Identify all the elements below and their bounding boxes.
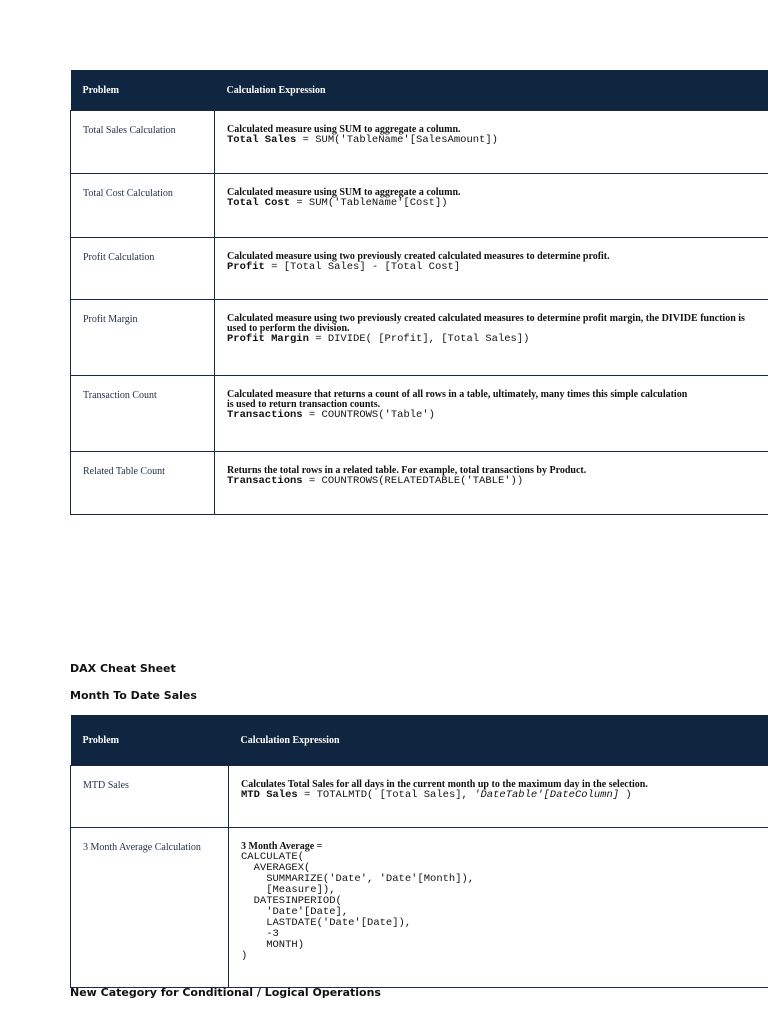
measure-expression: = [Total Sales] - [Total Cost] — [264, 261, 461, 273]
dax-code — [241, 790, 768, 801]
dax-code — [227, 198, 768, 209]
dax-table-basic-measures — [70, 70, 768, 515]
table-header-row — [71, 715, 768, 766]
problem-cell: Total Cost Calculation — [71, 174, 215, 238]
dax-code — [227, 135, 768, 146]
problem-cell: Total Sales Calculation — [71, 111, 215, 174]
expression-description: Returns the total rows in a related table. For example, total transactions by Product. — [227, 465, 587, 476]
expression-cell — [215, 174, 768, 238]
table-row — [71, 174, 768, 238]
expression-cell — [215, 376, 768, 452]
measure-name: Transactions — [227, 409, 303, 421]
measure-expression: = COUNTROWS('Table') — [302, 409, 435, 421]
dax-code-block: CALCULATE( AVERAGEX( SUMMARIZE('Date', 'Date'[Month]), [Measure]), DATESINPERIOD( 'Date'[Date], LASTDATE('Date'[Date]), -3 MONTH) ) — [241, 851, 475, 962]
table-row — [71, 452, 768, 515]
problem-cell: Profit Calculation — [71, 238, 215, 300]
dax-code — [227, 334, 768, 345]
expression-cell — [215, 452, 768, 515]
header-problem: Problem — [71, 715, 229, 766]
expression-cell — [215, 238, 768, 300]
measure-expression-tail: ) — [619, 789, 632, 801]
header-calculation-expression: Calculation Expression — [215, 70, 768, 111]
table-row — [71, 111, 768, 174]
table-row — [71, 766, 768, 828]
measure-expression: = SUM('TableName'[Cost]) — [290, 197, 448, 209]
dax-code — [227, 410, 768, 421]
problem-cell: Profit Margin — [71, 300, 215, 376]
problem-cell: Related Table Count — [71, 452, 215, 515]
dax-code — [227, 476, 768, 487]
expression-description: Calculated measure using two previously created calculated measures to determine profit. — [227, 251, 610, 262]
dax-code — [227, 262, 768, 273]
expression-cell — [229, 828, 768, 988]
date-column-argument: 'DateTable'[DateColumn] — [474, 789, 620, 801]
measure-name: Total Sales — [227, 134, 297, 146]
dax-table-time-intelligence — [70, 715, 768, 988]
measure-name: Total Cost — [227, 197, 291, 209]
next-category-heading: New Category for Conditional / Logical Operations — [70, 986, 381, 999]
table-row — [71, 238, 768, 300]
problem-cell: Transaction Count — [71, 376, 215, 452]
measure-name: Profit — [227, 261, 265, 273]
cheat-sheet-title: DAX Cheat Sheet — [70, 662, 176, 675]
expression-description: Calculated measure that returns a count of all rows in a table, ultimately, many times this simple calculation is used to return transaction counts. — [227, 389, 688, 410]
measure-name: Profit Margin — [227, 333, 309, 345]
expression-description: Calculated measure using SUM to aggregate a column. — [227, 187, 461, 198]
expression-description: Calculates Total Sales for all days in the current month up to the maximum day in the selection. — [241, 779, 648, 790]
expression-cell — [215, 111, 768, 174]
header-problem: Problem — [71, 70, 215, 111]
measure-expression: = SUM('TableName'[SalesAmount]) — [296, 134, 498, 146]
measure-name: MTD Sales — [241, 789, 298, 801]
table-header-row — [71, 70, 768, 111]
expression-cell — [229, 766, 768, 828]
table-row — [71, 376, 768, 452]
measure-name: Transactions — [227, 475, 303, 487]
problem-cell: 3 Month Average Calculation — [71, 828, 229, 988]
table-row — [71, 828, 768, 988]
problem-cell: MTD Sales — [71, 766, 229, 828]
expression-description: Calculated measure using SUM to aggregate a column. — [227, 124, 461, 135]
expression-description: Calculated measure using two previously created calculated measures to determine profit margin, the DIVIDE function is used to perform the division. — [227, 313, 745, 334]
expression-cell — [215, 300, 768, 376]
header-calculation-expression: Calculation Expression — [229, 715, 768, 766]
table-row — [71, 300, 768, 376]
measure-expression: = DIVIDE( [Profit], [Total Sales]) — [308, 333, 530, 345]
section-heading-mtd: Month To Date Sales — [70, 689, 197, 702]
expression-description: 3 Month Average = — [241, 841, 323, 852]
measure-expression: = TOTALMTD( [Total Sales], — [297, 789, 475, 801]
measure-expression: = COUNTROWS(RELATEDTABLE('TABLE')) — [302, 475, 524, 487]
